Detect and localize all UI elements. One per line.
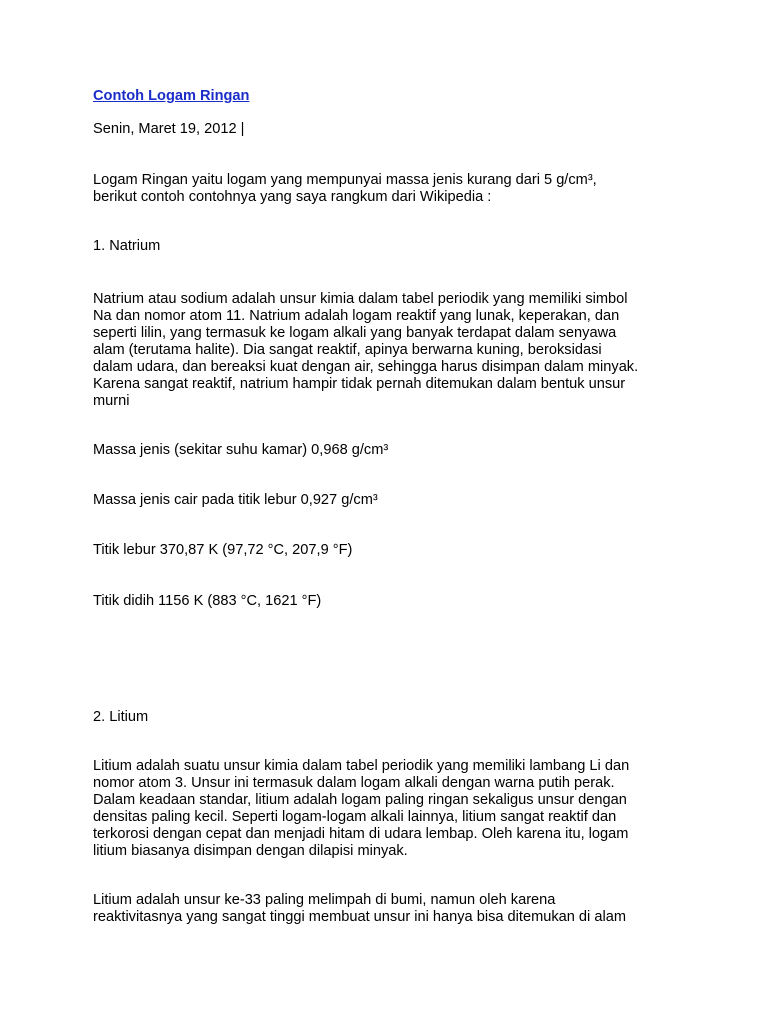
section2-paragraph1 <box>93 758 683 860</box>
paragraph-line: Litium adalah unsur ke-33 paling melimpah di bumi, namun oleh karena <box>93 892 556 908</box>
fact-density-room: Massa jenis (sekitar suhu kamar) 0,968 g/cm³ <box>93 442 389 458</box>
paragraph-line: nomor atom 3. Unsur ini termasuk dalam logam alkali dengan warna putih perak. <box>93 775 615 791</box>
fact-boiling-point: Titik didih 1156 K (883 °C, 1621 °F) <box>93 593 322 609</box>
paragraph-line: Litium adalah suatu unsur kimia dalam tabel periodik yang memiliki lambang Li dan <box>93 758 630 774</box>
paragraph-line: dalam udara, dan bereaksi kuat dengan air, sehingga harus disimpan dalam minyak. <box>93 359 639 375</box>
paragraph-line: seperti lilin, yang termasuk ke logam alkali yang banyak terdapat dalam senyawa <box>93 325 617 341</box>
paragraph-line: murni <box>93 393 130 409</box>
intro-line: Logam Ringan yaitu logam yang mempunyai massa jenis kurang dari 5 g/cm³, <box>93 172 597 188</box>
intro-line: berikut contoh contohnya yang saya rangkum dari Wikipedia : <box>93 189 492 205</box>
paragraph-line: litium biasanya disimpan dengan dilapisi minyak. <box>93 843 408 859</box>
intro-paragraph <box>93 172 683 206</box>
paragraph-line: densitas paling kecil. Seperti logam-logam alkali lainnya, litium sangat reaktif dan <box>93 809 617 825</box>
post-date: Senin, Maret 19, 2012 | <box>93 121 245 137</box>
paragraph-line: alam (terutama halite). Dia sangat reaktif, apinya berwarna kuning, beroksidasi <box>93 342 602 358</box>
paragraph-line: Dalam keadaan standar, litium adalah logam paling ringan sekaligus unsur dengan <box>93 792 627 808</box>
fact-melting-point: Titik lebur 370,87 K (97,72 °C, 207,9 °F) <box>93 542 353 558</box>
paragraph-line: terkorosi dengan cepat dan menjadi hitam di udara lembap. Oleh karena itu, logam <box>93 826 629 842</box>
paragraph-line: reaktivitasnya yang sangat tinggi membuat unsur ini hanya bisa ditemukan di alam <box>93 909 626 925</box>
section1-heading: 1. Natrium <box>93 238 161 254</box>
section2-heading: 2. Litium <box>93 709 149 725</box>
paragraph-line: Natrium atau sodium adalah unsur kimia dalam tabel periodik yang memiliki simbol <box>93 291 628 307</box>
article-title-link[interactable]: Contoh Logam Ringan <box>93 88 250 104</box>
paragraph-line: Karena sangat reaktif, natrium hampir tidak pernah ditemukan dalam bentuk unsur <box>93 376 626 392</box>
title-block <box>93 88 683 105</box>
section1-paragraph <box>93 291 683 410</box>
fact-density-liquid: Massa jenis cair pada titik lebur 0,927 g/cm³ <box>93 492 378 508</box>
paragraph-line: Na dan nomor atom 11. Natrium adalah logam reaktif yang lunak, keperakan, dan <box>93 308 620 324</box>
section2-paragraph2 <box>93 892 683 926</box>
